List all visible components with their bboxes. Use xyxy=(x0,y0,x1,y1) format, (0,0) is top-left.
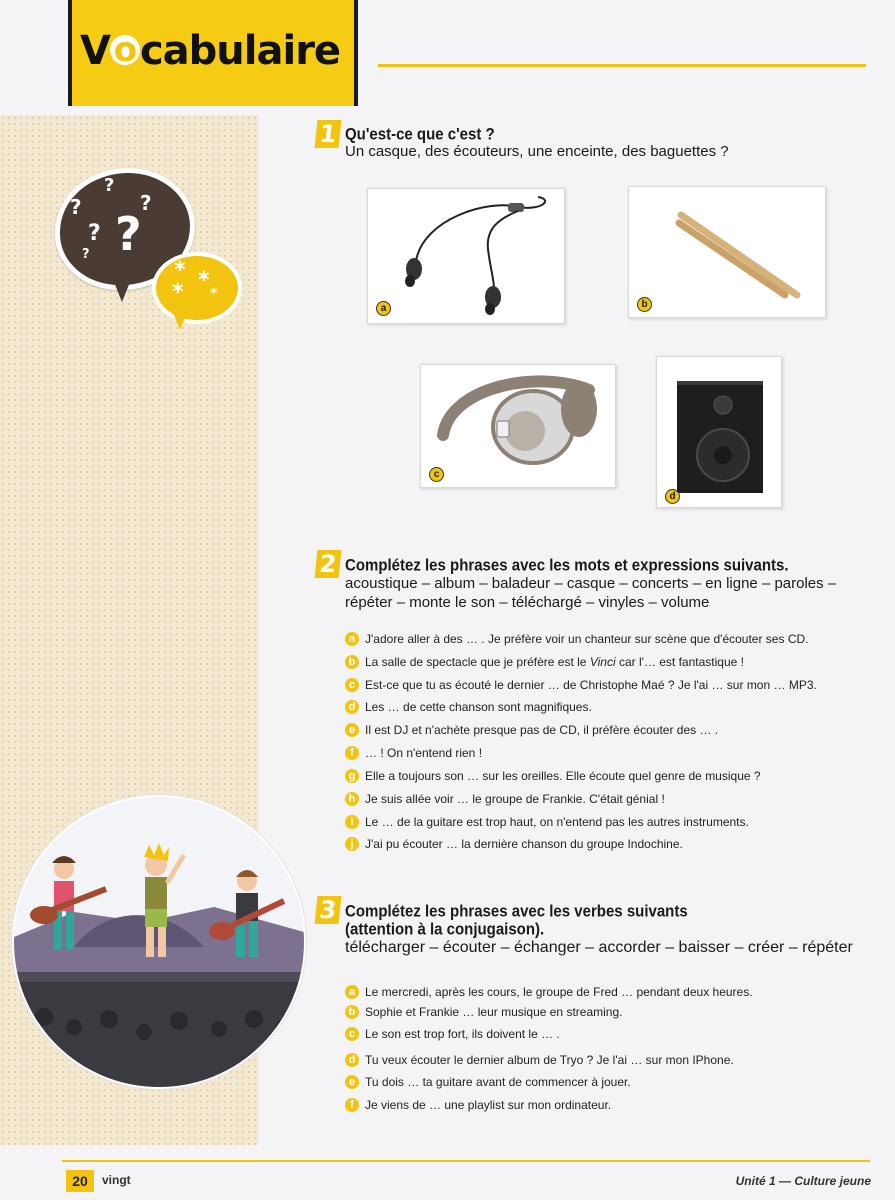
photo-earphones xyxy=(367,188,565,324)
exercise-item xyxy=(345,632,808,646)
unit-label: Unité 1 — Culture jeune xyxy=(735,1174,871,1188)
item-text: Les … de cette chanson sont magnifiques. xyxy=(365,700,592,714)
photo-label: b xyxy=(637,297,652,312)
item-text: Elle a toujours son … sur les oreilles. Elle écoute quel genre de musique ? xyxy=(365,769,761,783)
exercise-item xyxy=(345,792,665,806)
item-letter: a xyxy=(345,985,359,999)
exercise-item xyxy=(345,700,592,714)
item-letter: b xyxy=(345,1005,359,1019)
photo-drumsticks xyxy=(628,186,826,318)
section-title: V ocabulaire xyxy=(80,28,341,74)
section-title-box xyxy=(68,0,358,106)
exercise-item xyxy=(345,1075,631,1089)
item-text: Tu veux écouter le dernier album de Tryo ? Je l'ai … sur mon IPhone. xyxy=(365,1053,734,1067)
headphones-icon xyxy=(421,365,615,487)
item-text: La salle de spectacle que je préfère est le Vinci car l'… est fantastique ! xyxy=(365,655,744,669)
question-bubble-icon: ? ? ? ? ? ? xyxy=(55,168,195,290)
exercise-item xyxy=(345,837,683,851)
item-letter: f xyxy=(345,746,359,760)
item-letter: c xyxy=(345,678,359,692)
exercise-item xyxy=(345,678,817,692)
item-letter: d xyxy=(345,700,359,714)
title-rule xyxy=(378,64,866,67)
item-letter: e xyxy=(345,1075,359,1089)
band-icon xyxy=(14,797,304,1087)
word-bank-line-1: acoustique – album – baladeur – casque – concerts – en ligne – paroles – xyxy=(345,575,837,592)
star-bubble-icon: * * * * xyxy=(152,252,242,324)
exercise-item xyxy=(345,1027,560,1041)
exercise-item xyxy=(345,1098,611,1112)
exercise-item xyxy=(345,1053,734,1067)
exercise-title: Qu'est-ce que c'est ? xyxy=(345,125,495,144)
bubble-tail xyxy=(110,272,134,302)
exercise-item xyxy=(345,655,744,669)
exercise-title-note: (attention à la conjugaison). xyxy=(345,920,545,939)
item-letter: i xyxy=(345,815,359,829)
exercise-item xyxy=(345,769,761,783)
item-text: … ! On n'entend rien ! xyxy=(365,746,483,760)
photo-label: c xyxy=(429,467,444,482)
exercise-number: 2 xyxy=(315,550,342,578)
item-letter: j xyxy=(345,837,359,851)
item-text: Il est DJ et n'achète presque pas de CD, il préfère écouter des … . xyxy=(365,723,719,737)
word-bank: télécharger – écouter – échanger – accorder – baisser – créer – répéter xyxy=(345,939,853,956)
page-number-word: vingt xyxy=(102,1173,131,1187)
bubble-tail xyxy=(172,310,188,330)
title-o-circle: o xyxy=(110,35,140,65)
photo-label: a xyxy=(376,301,391,316)
item-text: Le mercredi, après les cours, le groupe de Fred … pendant deux heures. xyxy=(365,985,753,999)
item-text: J'adore aller à des … . Je préfère voir un chanteur sur scène que d'écouter ses CD. xyxy=(365,632,809,646)
item-text: Je suis allée voir … le groupe de Frankie. C'était génial ! xyxy=(365,792,665,806)
band-illustration xyxy=(12,795,306,1089)
item-text: J'ai pu écouter … la dernière chanson du groupe Indochine. xyxy=(365,837,683,851)
exercise-title: Complétez les phrases avec les mots et expressions suivants. xyxy=(345,556,789,575)
item-letter: g xyxy=(345,769,359,783)
item-letter: d xyxy=(345,1053,359,1067)
item-text: Le … de la guitare est trop haut, on n'entend pas les autres instruments. xyxy=(365,815,749,829)
item-letter: h xyxy=(345,792,359,806)
exercise-subtitle: Un casque, des écouteurs, une enceinte, des baguettes ? xyxy=(345,143,729,160)
item-text: Sophie et Frankie … leur musique en streaming. xyxy=(365,1005,623,1019)
item-letter: a xyxy=(345,632,359,646)
speaker-icon xyxy=(657,357,781,507)
item-letter: f xyxy=(345,1098,359,1112)
item-text: Tu dois … ta guitare avant de commencer à jouer. xyxy=(365,1075,631,1089)
item-text: Je viens de … une playlist sur mon ordinateur. xyxy=(365,1098,612,1112)
item-letter: e xyxy=(345,723,359,737)
exercise-item xyxy=(345,746,482,760)
exercise-item xyxy=(345,1005,622,1019)
exercise-title: Complétez les phrases avec les verbes suivants xyxy=(345,902,688,921)
photo-label: d xyxy=(665,489,680,504)
word-bank-line-2: répéter – monte le son – téléchargé – vinyles – volume xyxy=(345,594,710,611)
page-number: 20 xyxy=(66,1170,94,1192)
earphones-icon xyxy=(368,189,564,323)
item-text: Le son est trop fort, ils doivent le … . xyxy=(365,1027,560,1041)
drumsticks-icon xyxy=(629,187,825,317)
photo-speaker xyxy=(656,356,782,508)
exercise-number: 3 xyxy=(315,896,342,924)
exercise-item xyxy=(345,815,749,829)
item-text: Est-ce que tu as écouté le dernier … de Christophe Maé ? Je l'ai … sur mon … MP3. xyxy=(365,678,817,692)
photo-headphones xyxy=(420,364,616,488)
footer-rule xyxy=(62,1160,870,1162)
item-letter: b xyxy=(345,655,359,669)
exercise-number: 1 xyxy=(315,120,342,148)
exercise-item xyxy=(345,985,753,999)
item-letter: c xyxy=(345,1027,359,1041)
exercise-item xyxy=(345,723,718,737)
